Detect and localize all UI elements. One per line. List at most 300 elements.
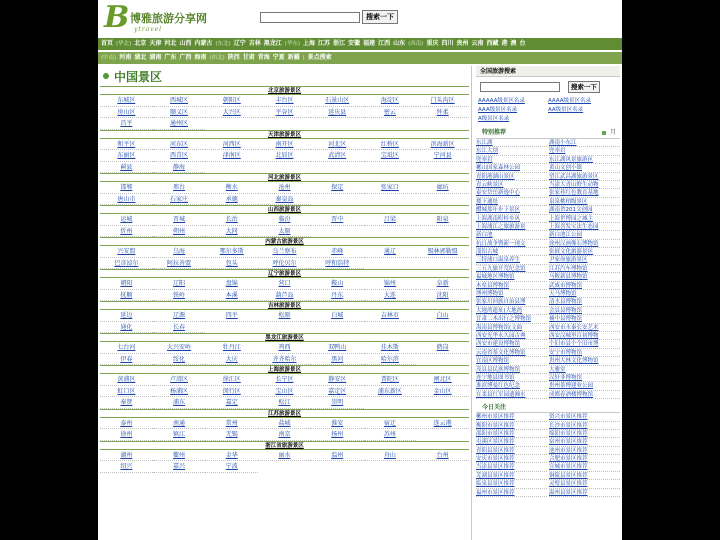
recommend-link[interactable]: 张家川回族自治县博 bbox=[476, 298, 547, 306]
scenic-area-link[interactable]: 丹东 bbox=[311, 290, 364, 302]
scenic-area-link[interactable]: 嘉定区 bbox=[311, 386, 364, 398]
scenic-area-link[interactable]: 朔州 bbox=[153, 226, 206, 238]
nav-link[interactable]: 海南 bbox=[194, 54, 207, 61]
recommend-link[interactable]: 兜率岩 bbox=[549, 147, 620, 155]
scenic-area-link[interactable]: 宿迁 bbox=[364, 418, 417, 430]
scenic-area-link[interactable]: 石景山区 bbox=[311, 95, 364, 107]
recommend-link[interactable]: 茂县县民族博物馆 bbox=[476, 366, 547, 374]
recommend-link[interactable]: 新白池 bbox=[476, 231, 547, 239]
recommend-link[interactable]: 清水县博物馆 bbox=[549, 298, 620, 306]
nav-link[interactable]: 浙江 bbox=[333, 40, 346, 47]
scenic-area-link[interactable]: 长宁区 bbox=[258, 374, 311, 386]
today-link[interactable]: 当涂县景区推荐 bbox=[476, 463, 547, 471]
nav-link[interactable]: 福建 bbox=[363, 40, 376, 47]
recommend-link[interactable]: 淮滨博曼红色纪念 bbox=[476, 382, 547, 390]
scenic-area-link[interactable]: 通化 bbox=[100, 322, 153, 334]
today-link[interactable]: 邵阳市景区推荐 bbox=[476, 430, 547, 438]
scenic-area-link[interactable]: 呼伦贝尔 bbox=[258, 258, 311, 270]
scenic-area-link[interactable]: 秦皇岛 bbox=[258, 194, 311, 206]
section-title[interactable]: 吉林旅游景区 bbox=[100, 301, 469, 310]
today-link[interactable]: 宣城市景区推荐 bbox=[549, 463, 620, 471]
logo-subtitle: ytravel bbox=[134, 26, 163, 33]
scenic-area-link[interactable]: 奉贤 bbox=[100, 397, 153, 409]
today-link[interactable]: 池州市景区推荐 bbox=[549, 447, 620, 455]
scenic-area-link[interactable]: 通州区 bbox=[153, 118, 206, 130]
section-grid bbox=[100, 310, 469, 333]
scenic-area-link[interactable]: 吉林市 bbox=[364, 310, 417, 322]
section-title[interactable]: 河北旅游景区 bbox=[100, 173, 469, 182]
scenic-area-link[interactable]: 徐汇区 bbox=[205, 374, 258, 386]
today-link[interactable]: 宿州市景区推荐 bbox=[549, 438, 620, 446]
recommend-link[interactable]: 西安光华永久园古典 bbox=[476, 332, 547, 340]
side-search-button[interactable]: 搜索一下 bbox=[568, 81, 600, 93]
scenic-area-link[interactable]: 黄浦区 bbox=[100, 374, 153, 386]
scenic-area-link[interactable]: 石家庄 bbox=[153, 194, 206, 206]
section-title[interactable]: 黑龙江旅游景区 bbox=[100, 333, 469, 342]
nav-link[interactable]: 首页 bbox=[101, 40, 114, 47]
recommend-link[interactable]: 徐州汉画像石博物馆 bbox=[549, 240, 620, 248]
recommend-link[interactable]: 大地湾遗址(大地湾 bbox=[476, 307, 547, 315]
scenic-area-link[interactable]: 平谷区 bbox=[258, 107, 311, 119]
scenic-area-link[interactable]: 锦州 bbox=[364, 278, 417, 290]
scenic-area-link[interactable]: 黑河 bbox=[311, 354, 364, 366]
scenic-area-link[interactable]: 丽水 bbox=[258, 450, 311, 462]
scenic-area-link[interactable]: 吕梁 bbox=[364, 214, 417, 226]
recommend-link[interactable]: 博州博物馆 bbox=[476, 290, 547, 298]
nav-link[interactable]: 上海 bbox=[303, 40, 316, 47]
scenic-area-link[interactable]: 朝阳 bbox=[100, 278, 153, 290]
scenic-area-link[interactable]: 四平 bbox=[205, 310, 258, 322]
scenic-area-link[interactable]: 邯郸 bbox=[100, 182, 153, 194]
recommend-link[interactable]: 上海湖南町桂乡风 bbox=[476, 215, 547, 223]
today-list bbox=[476, 413, 620, 497]
recommend-link[interactable]: 西安汉城里百初博物 bbox=[549, 332, 620, 340]
nav-link[interactable]: 澳 bbox=[510, 40, 517, 47]
recommend-link[interactable]: 湖南省201文创园 bbox=[549, 206, 620, 214]
scenic-area-link[interactable]: 伊春 bbox=[100, 354, 153, 366]
recommend-link[interactable]: 上海浦江之旅旅游景 bbox=[476, 223, 547, 231]
top-search-button[interactable]: 搜索一下 bbox=[362, 10, 398, 24]
scenic-area-link[interactable]: 长春 bbox=[153, 322, 206, 334]
scenic-area-link[interactable]: 海淀区 bbox=[364, 95, 417, 107]
today-link[interactable]: 福州市景区推荐 bbox=[476, 489, 547, 497]
nav-link[interactable]: 江苏 bbox=[318, 40, 331, 47]
scenic-area-link[interactable]: 绍兴 bbox=[100, 461, 153, 473]
scenic-area-link[interactable]: 和平区 bbox=[100, 139, 153, 151]
recommend-link[interactable]: 张掖文化旅游景区 bbox=[549, 248, 620, 256]
scenic-area-link[interactable]: 张家口 bbox=[364, 182, 417, 194]
scenic-area-link[interactable]: 乌海 bbox=[153, 246, 206, 258]
recommend-link[interactable]: 当涂大青山野生动物 bbox=[549, 181, 620, 189]
recommend-link[interactable]: 成都春酒楼博物馆 bbox=[549, 391, 620, 399]
scenic-area-link[interactable]: 怀柔 bbox=[416, 107, 469, 119]
recommend-link[interactable]: 淄铝古城 bbox=[476, 248, 547, 256]
scenic-area-link[interactable]: 密云 bbox=[364, 107, 417, 119]
recommend-link[interactable]: 新白池江公园 bbox=[549, 231, 620, 239]
scenic-area-link[interactable]: 东城区 bbox=[100, 95, 153, 107]
scenic-area-link[interactable]: 阜新 bbox=[416, 278, 469, 290]
nav-link[interactable]: 甘肃 bbox=[242, 54, 255, 61]
scenic-area-link[interactable]: 沈阳 bbox=[416, 290, 469, 302]
nav-link[interactable]: 广东 bbox=[164, 54, 177, 61]
recommend-link[interactable]: 上海世博园之城主 bbox=[549, 215, 620, 223]
nav-link[interactable]: 港 bbox=[501, 40, 508, 47]
section-grid bbox=[100, 182, 469, 205]
level-link[interactable]: AAAA级景区名录 bbox=[548, 98, 592, 104]
recommend-link[interactable]: 西安市水秦长安艺术 bbox=[549, 324, 620, 332]
nav-link[interactable]: 河北 bbox=[164, 40, 177, 47]
scenic-area-link[interactable]: 绥化 bbox=[153, 354, 206, 366]
section-grid bbox=[100, 139, 469, 174]
recommend-link[interactable]: 楠中县博物馆 bbox=[549, 315, 620, 323]
scenic-area-link[interactable]: 兴安盟 bbox=[100, 246, 153, 258]
recommend-link[interactable]: 贵州茶博建业公园 bbox=[549, 382, 620, 390]
scenic-area-link[interactable]: 河北区 bbox=[311, 139, 364, 151]
scenic-area-link[interactable]: 鄂尔多斯 bbox=[205, 246, 258, 258]
scenic-area-link[interactable]: 运城 bbox=[100, 214, 153, 226]
scenic-area-link[interactable]: 宝坻区 bbox=[364, 150, 417, 162]
recommend-link[interactable]: 兜率岩 bbox=[476, 156, 547, 164]
nav-link[interactable]: 四川 bbox=[441, 40, 454, 47]
scenic-area-link[interactable]: 承德 bbox=[205, 194, 258, 206]
scenic-area-link[interactable]: 闸北区 bbox=[416, 374, 469, 386]
scenic-area-link[interactable]: 镇江 bbox=[153, 429, 206, 441]
scenic-area-link[interactable]: 西城区 bbox=[153, 95, 206, 107]
today-link[interactable]: 屯溪区景区推荐 bbox=[476, 438, 547, 446]
scenic-area-link[interactable]: 通辽 bbox=[364, 246, 417, 258]
scenic-area-link[interactable]: 沧州 bbox=[258, 182, 311, 194]
recommend-link[interactable]: 东江湖风景旅游区 bbox=[549, 156, 620, 164]
recommend-link[interactable]: 湖南小东江 bbox=[549, 139, 620, 147]
recommend-link[interactable]: 天马博物馆 bbox=[549, 290, 620, 298]
nav-link[interactable]: 山西 bbox=[179, 40, 192, 47]
scenic-area-link[interactable]: 鞍山 bbox=[311, 278, 364, 290]
scenic-area-link[interactable]: 杨浦区 bbox=[153, 386, 206, 398]
scenic-area-link[interactable]: 长治 bbox=[205, 214, 258, 226]
scenic-area-link[interactable]: 宁河县 bbox=[416, 150, 469, 162]
scenic-area-link[interactable]: 大兴区 bbox=[205, 107, 258, 119]
nav-link[interactable]: 宁夏 bbox=[272, 54, 285, 61]
recommend-link[interactable]: 黄山文创小镇 bbox=[549, 164, 620, 172]
scenic-area-link[interactable]: 七台河 bbox=[100, 342, 153, 354]
recommend-link[interactable]: 武威市博物馆 bbox=[549, 282, 620, 290]
section-title[interactable]: 山西旅游景区 bbox=[100, 205, 469, 214]
recommend-link[interactable]: 福城地区博物馆 bbox=[476, 273, 547, 281]
scenic-area-link[interactable]: 大同 bbox=[205, 226, 258, 238]
scenic-area-link[interactable]: 虹口区 bbox=[100, 386, 153, 398]
recommend-link[interactable]: 连宁地县图书馆 bbox=[476, 374, 547, 382]
today-link[interactable]: 郴州市景区推荐 bbox=[476, 413, 547, 421]
recommend-link[interactable]: 江苏汽车博物馆 bbox=[549, 265, 620, 273]
scenic-area-link[interactable]: 大庆 bbox=[205, 354, 258, 366]
recommend-link[interactable]: 云南省茶文化博物馆 bbox=[476, 349, 547, 357]
scenic-area-link[interactable]: 泰州 bbox=[100, 418, 153, 430]
scenic-area-link[interactable]: 西青区 bbox=[153, 150, 206, 162]
scenic-area-link[interactable]: 唐山市 bbox=[100, 194, 153, 206]
today-link[interactable]: 灵璧县景区推荐 bbox=[549, 480, 620, 488]
section-grid bbox=[100, 95, 469, 130]
scenic-area-link[interactable]: 锡林郭勒盟 bbox=[416, 246, 469, 258]
level-link[interactable]: A级景区名录 bbox=[478, 116, 510, 122]
level-link[interactable]: AA级景区名录 bbox=[548, 107, 584, 113]
scenic-area-link[interactable]: 无锡 bbox=[205, 429, 258, 441]
scenic-area-link[interactable]: 静海 bbox=[153, 162, 206, 174]
recommend-link[interactable]: 郴山国家森林公园 bbox=[476, 164, 547, 172]
recommend-link[interactable]: 汉轩非博物馆 bbox=[549, 374, 620, 382]
nav-link[interactable]: 青海 bbox=[257, 54, 270, 61]
top-search-input[interactable] bbox=[260, 12, 360, 23]
recommend-link[interactable]: 泉泉桃柏级景区 bbox=[549, 198, 620, 206]
recommend-link[interactable]: 在柔县红军园遗湘水 bbox=[476, 391, 547, 399]
today-link[interactable]: 温州县景区推荐 bbox=[549, 489, 620, 497]
scenic-area-link[interactable]: 蓟县 bbox=[100, 162, 153, 174]
recommend-link[interactable]: 甘肃二木出行之博物馆 bbox=[476, 315, 547, 323]
scenic-area-link[interactable]: 温州 bbox=[311, 450, 364, 462]
today-link[interactable]: 青阳县景区推荐 bbox=[476, 447, 547, 455]
section-title[interactable]: 内蒙古旅游景区 bbox=[100, 237, 469, 246]
scenic-area-link[interactable]: 浦东 bbox=[153, 397, 206, 409]
scenic-area-link[interactable]: 盘锦 bbox=[205, 278, 258, 290]
nav-link[interactable]: 安徽 bbox=[348, 40, 361, 47]
scenic-area-link[interactable]: 宁波 bbox=[205, 461, 258, 473]
recommend-link[interactable]: 尹家峁旅游景区 bbox=[549, 256, 620, 264]
recommend-link[interactable]: 东江湖 bbox=[476, 139, 547, 147]
scenic-area-link[interactable]: 齐齐哈尔 bbox=[258, 354, 311, 366]
section-title[interactable]: 浙江省旅游景区 bbox=[100, 441, 469, 450]
scenic-area-link[interactable]: 普陀区 bbox=[364, 374, 417, 386]
recommend-link[interactable]: 青云峡景区 bbox=[476, 181, 547, 189]
nav-link[interactable]: 河南 bbox=[119, 54, 132, 61]
recommend-link[interactable]: 三特浦口温泉养生 bbox=[476, 256, 547, 264]
scenic-area-link[interactable]: 武清区 bbox=[311, 150, 364, 162]
scenic-area-link[interactable]: 宝山区 bbox=[258, 386, 311, 398]
nav-link[interactable]: 辽宁 bbox=[233, 40, 246, 47]
scenic-area-link[interactable]: 晋城 bbox=[153, 214, 206, 226]
scenic-area-link[interactable]: 本溪 bbox=[205, 290, 258, 302]
scenic-area-link[interactable]: 闵行区 bbox=[205, 386, 258, 398]
level-link[interactable]: AAA级景区名录 bbox=[478, 107, 518, 113]
nav-link[interactable]: 重庆 bbox=[426, 40, 439, 47]
recommend-link[interactable]: 搂下通址 bbox=[476, 198, 547, 206]
scenic-area-link[interactable]: 扬州 bbox=[311, 429, 364, 441]
section-title[interactable]: 天津旅游景区 bbox=[100, 130, 469, 139]
nav-link[interactable]: 天津 bbox=[149, 40, 162, 47]
scenic-area-link[interactable]: 河西区 bbox=[205, 139, 258, 151]
scenic-area-link[interactable]: 盐城 bbox=[258, 418, 311, 430]
today-link[interactable]: 长沙市景区推荐 bbox=[549, 422, 620, 430]
scenic-area-link[interactable]: 津南区 bbox=[205, 150, 258, 162]
today-link[interactable]: 合肥市景区推荐 bbox=[549, 455, 620, 463]
page-title: 中国景区 bbox=[114, 70, 163, 84]
scenic-area-link[interactable]: 朝阳区 bbox=[205, 95, 258, 107]
scenic-area-link[interactable]: 牡丹江 bbox=[205, 342, 258, 354]
nav-link[interactable]: 陕西 bbox=[227, 54, 240, 61]
scenic-area-link[interactable]: 苏州 bbox=[364, 429, 417, 441]
scenic-area-link[interactable]: 抚顺 bbox=[100, 290, 153, 302]
scenic-area-link[interactable]: 营口 bbox=[258, 278, 311, 290]
nav-link[interactable]: 江西 bbox=[378, 40, 391, 47]
scenic-area-link[interactable]: 呼和浩特 bbox=[311, 258, 364, 270]
scenic-area-link[interactable]: 顺义区 bbox=[153, 107, 206, 119]
today-link[interactable]: 铜陵县景区推荐 bbox=[549, 472, 620, 480]
today-link[interactable]: 绵阳市景区推荐 bbox=[549, 430, 620, 438]
nav-link[interactable]: 湖北 bbox=[134, 54, 147, 61]
scenic-area-link[interactable]: 邢台 bbox=[153, 182, 206, 194]
scenic-area-link[interactable]: 阳泉 bbox=[416, 214, 469, 226]
recommend-link[interactable]: 宜南区博物馆 bbox=[476, 357, 547, 365]
scenic-area-link[interactable]: 晋中 bbox=[311, 214, 364, 226]
scenic-area-link[interactable]: 静安区 bbox=[311, 374, 364, 386]
recommend-link[interactable]: 马鞍新县博物馆 bbox=[549, 273, 620, 281]
nav-link[interactable]: 西藏 bbox=[486, 40, 499, 47]
scenic-area-link[interactable]: 嘉兴 bbox=[153, 461, 206, 473]
recommend-link[interactable]: 上海喜发宝法生态园 bbox=[549, 223, 620, 231]
recommend-link[interactable]: 东江大坝 bbox=[476, 147, 547, 155]
recommend-link[interactable]: 木垒县博物馆 bbox=[476, 282, 547, 290]
scenic-area-link[interactable]: 临汾 bbox=[258, 214, 311, 226]
today-link[interactable]: 衡阳市景区推荐 bbox=[476, 422, 547, 430]
scenic-area-link[interactable]: 东丽区 bbox=[100, 150, 153, 162]
scenic-area-link[interactable]: 保定 bbox=[311, 182, 364, 194]
recommend-link[interactable]: 青阳港湖山景区 bbox=[476, 173, 547, 181]
scenic-area-link[interactable]: 北辰区 bbox=[258, 150, 311, 162]
recommend-link[interactable]: 贵州大林文化博物馆 bbox=[549, 357, 620, 365]
page bbox=[98, 0, 622, 540]
scenic-area-link[interactable]: 辽阳 bbox=[153, 278, 206, 290]
level-link[interactable]: AAAAA级景区名录 bbox=[478, 98, 525, 104]
today-link[interactable]: 芜湖县景区推荐 bbox=[476, 472, 547, 480]
recommend-link[interactable]: 会县县博物馆 bbox=[549, 307, 620, 315]
recommend-link[interactable]: 海南县博物馆(文曲 bbox=[476, 324, 547, 332]
scenic-area-link[interactable]: 南通 bbox=[153, 418, 206, 430]
nav-group-label: (华东) bbox=[284, 41, 301, 47]
header bbox=[98, 0, 622, 38]
scenic-area-link[interactable]: 昌平 bbox=[100, 118, 153, 130]
recommend-link[interactable]: 抗日战争暨新一现文 bbox=[476, 240, 547, 248]
scenic-area-link[interactable]: 鸡西 bbox=[258, 342, 311, 354]
region-sections bbox=[98, 86, 471, 473]
scenic-area-link[interactable]: 衢州 bbox=[153, 450, 206, 462]
scenic-area-link[interactable]: 佳木斯 bbox=[364, 342, 417, 354]
scenic-area-link[interactable]: 嘉定 bbox=[205, 397, 258, 409]
scenic-area-link[interactable]: 铁岭 bbox=[153, 290, 206, 302]
scenic-area-link[interactable]: 舟山 bbox=[364, 450, 417, 462]
scenic-area-link[interactable]: 双鸭山 bbox=[311, 342, 364, 354]
scenic-area-link[interactable]: 阿拉善盟 bbox=[153, 258, 206, 270]
scenic-area-link[interactable]: 浦东新区 bbox=[364, 386, 417, 398]
nav-link[interactable]: 广西 bbox=[179, 54, 192, 61]
recommend-link[interactable]: 醴城那年步下景区 bbox=[476, 206, 547, 214]
scenic-area-link[interactable]: 徐州 bbox=[100, 429, 153, 441]
scenic-area-link[interactable]: 大连 bbox=[364, 290, 417, 302]
nav-link[interactable]: 湖南 bbox=[149, 54, 162, 61]
square-icon bbox=[602, 131, 606, 135]
nav-link[interactable]: 吉林 bbox=[248, 40, 261, 47]
section-grid bbox=[100, 450, 469, 473]
nav-link[interactable]: 新疆 bbox=[287, 54, 300, 61]
scenic-area-link[interactable]: 门头沟区 bbox=[416, 95, 469, 107]
scenic-area-link[interactable]: 廊坊 bbox=[416, 182, 469, 194]
recommend-link[interactable]: 张家巷红色教育基地 bbox=[549, 189, 620, 197]
nav-link[interactable]: 黑龙江 bbox=[263, 40, 282, 47]
scenic-area-link[interactable]: 淮安 bbox=[311, 418, 364, 430]
recommend-link[interactable]: 个旧市县个个旧市博 bbox=[549, 340, 620, 348]
recommend-link[interactable]: 西安市建设博物馆 bbox=[476, 340, 547, 348]
today-link[interactable]: 资兴市景区推荐 bbox=[549, 413, 620, 421]
scenic-area-link[interactable]: 湖州 bbox=[100, 450, 153, 462]
scenic-area-link[interactable]: 台州 bbox=[416, 450, 469, 462]
nav-group-label: (东北) bbox=[215, 41, 231, 47]
scenic-area-link[interactable]: 葫芦岛 bbox=[258, 290, 311, 302]
today-link[interactable]: 安庆市景区推荐 bbox=[476, 455, 547, 463]
scenic-area-link[interactable]: 乌兰察布 bbox=[258, 246, 311, 258]
today-link[interactable]: 临泉县景区推荐 bbox=[476, 480, 547, 488]
section-title[interactable]: 辽宁旅游景区 bbox=[100, 269, 469, 278]
scenic-area-link[interactable]: 连云港 bbox=[416, 418, 469, 430]
tab-month[interactable]: 月 bbox=[609, 129, 616, 136]
scenic-area-link[interactable]: 忻州 bbox=[100, 226, 153, 238]
recommend-link[interactable]: 三五九旅开荒纪念馆 bbox=[476, 265, 547, 273]
scenic-area-link[interactable]: 辽源 bbox=[153, 310, 206, 322]
scenic-area-link[interactable]: 金华 bbox=[205, 450, 258, 462]
nav-link[interactable]: 云南 bbox=[471, 40, 484, 47]
scenic-area-link[interactable]: 白城 bbox=[311, 310, 364, 322]
scenic-area-link[interactable]: 太原 bbox=[258, 226, 311, 238]
section-title[interactable]: 江苏旅游景区 bbox=[100, 409, 469, 418]
nav-link[interactable]: 台 bbox=[519, 40, 526, 47]
scenic-area-link[interactable]: 大兴安岭 bbox=[153, 342, 206, 354]
scenic-area-link[interactable]: 红桥区 bbox=[364, 139, 417, 151]
scenic-area-link[interactable]: 丰台区 bbox=[258, 95, 311, 107]
scenic-area-link[interactable]: 白山 bbox=[416, 310, 469, 322]
scenic-area-link[interactable]: 延庆县 bbox=[311, 107, 364, 119]
section-title[interactable]: 北京旅游景区 bbox=[100, 86, 469, 95]
scenic-area-link[interactable]: 巴彦淖尔 bbox=[100, 258, 153, 270]
scenic-area-link[interactable]: 延边 bbox=[100, 310, 153, 322]
scenic-area-link[interactable]: 金山区 bbox=[416, 386, 469, 398]
scenic-area-link[interactable]: 南京 bbox=[258, 429, 311, 441]
scenic-area-link[interactable]: 哈尔滨 bbox=[364, 354, 417, 366]
nav-link[interactable]: 北京 bbox=[134, 40, 147, 47]
scenic-area-link[interactable]: 河东区 bbox=[153, 139, 206, 151]
scenic-area-link[interactable]: 常州 bbox=[205, 418, 258, 430]
nav-group-label: (西北) bbox=[209, 55, 225, 61]
scenic-area-link[interactable]: 衡水 bbox=[205, 182, 258, 194]
scenic-area-link[interactable]: 卢湾区 bbox=[153, 374, 206, 386]
scenic-area-link[interactable]: 鹤岗 bbox=[416, 342, 469, 354]
scenic-area-link[interactable]: 崇明 bbox=[311, 397, 364, 409]
scenic-area-link[interactable]: 松江 bbox=[258, 397, 311, 409]
scenic-area-link[interactable]: 赤峰 bbox=[311, 246, 364, 258]
scenic-area-link[interactable]: 南开区 bbox=[258, 139, 311, 151]
recommend-link[interactable]: 大雅堂 bbox=[549, 366, 620, 374]
nav-link[interactable]: 贵州 bbox=[456, 40, 469, 47]
recommend-link[interactable]: 安宁市博物馆 bbox=[549, 349, 620, 357]
site-logo[interactable] bbox=[104, 0, 214, 35]
nav-group-label: (华北) bbox=[116, 41, 132, 47]
scenic-area-link[interactable]: 滨海新区 bbox=[416, 139, 469, 151]
nav-link[interactable]: 内蒙古 bbox=[194, 40, 213, 47]
nav-link[interactable]: 山东 bbox=[393, 40, 406, 47]
section-title[interactable]: 上海旅游景区 bbox=[100, 365, 469, 374]
nav-link[interactable]: 景点搜索 bbox=[307, 54, 332, 61]
scenic-area-link[interactable]: 松原 bbox=[258, 310, 311, 322]
scenic-area-link[interactable]: 房山区 bbox=[100, 107, 153, 119]
recommend-link[interactable]: 泰安岱岳新逸中心 bbox=[476, 189, 547, 197]
side-search-input[interactable] bbox=[480, 82, 560, 92]
recommend-link[interactable]: 望江武昌湖旅游景区 bbox=[549, 173, 620, 181]
scenic-area-link[interactable]: 包头 bbox=[205, 258, 258, 270]
